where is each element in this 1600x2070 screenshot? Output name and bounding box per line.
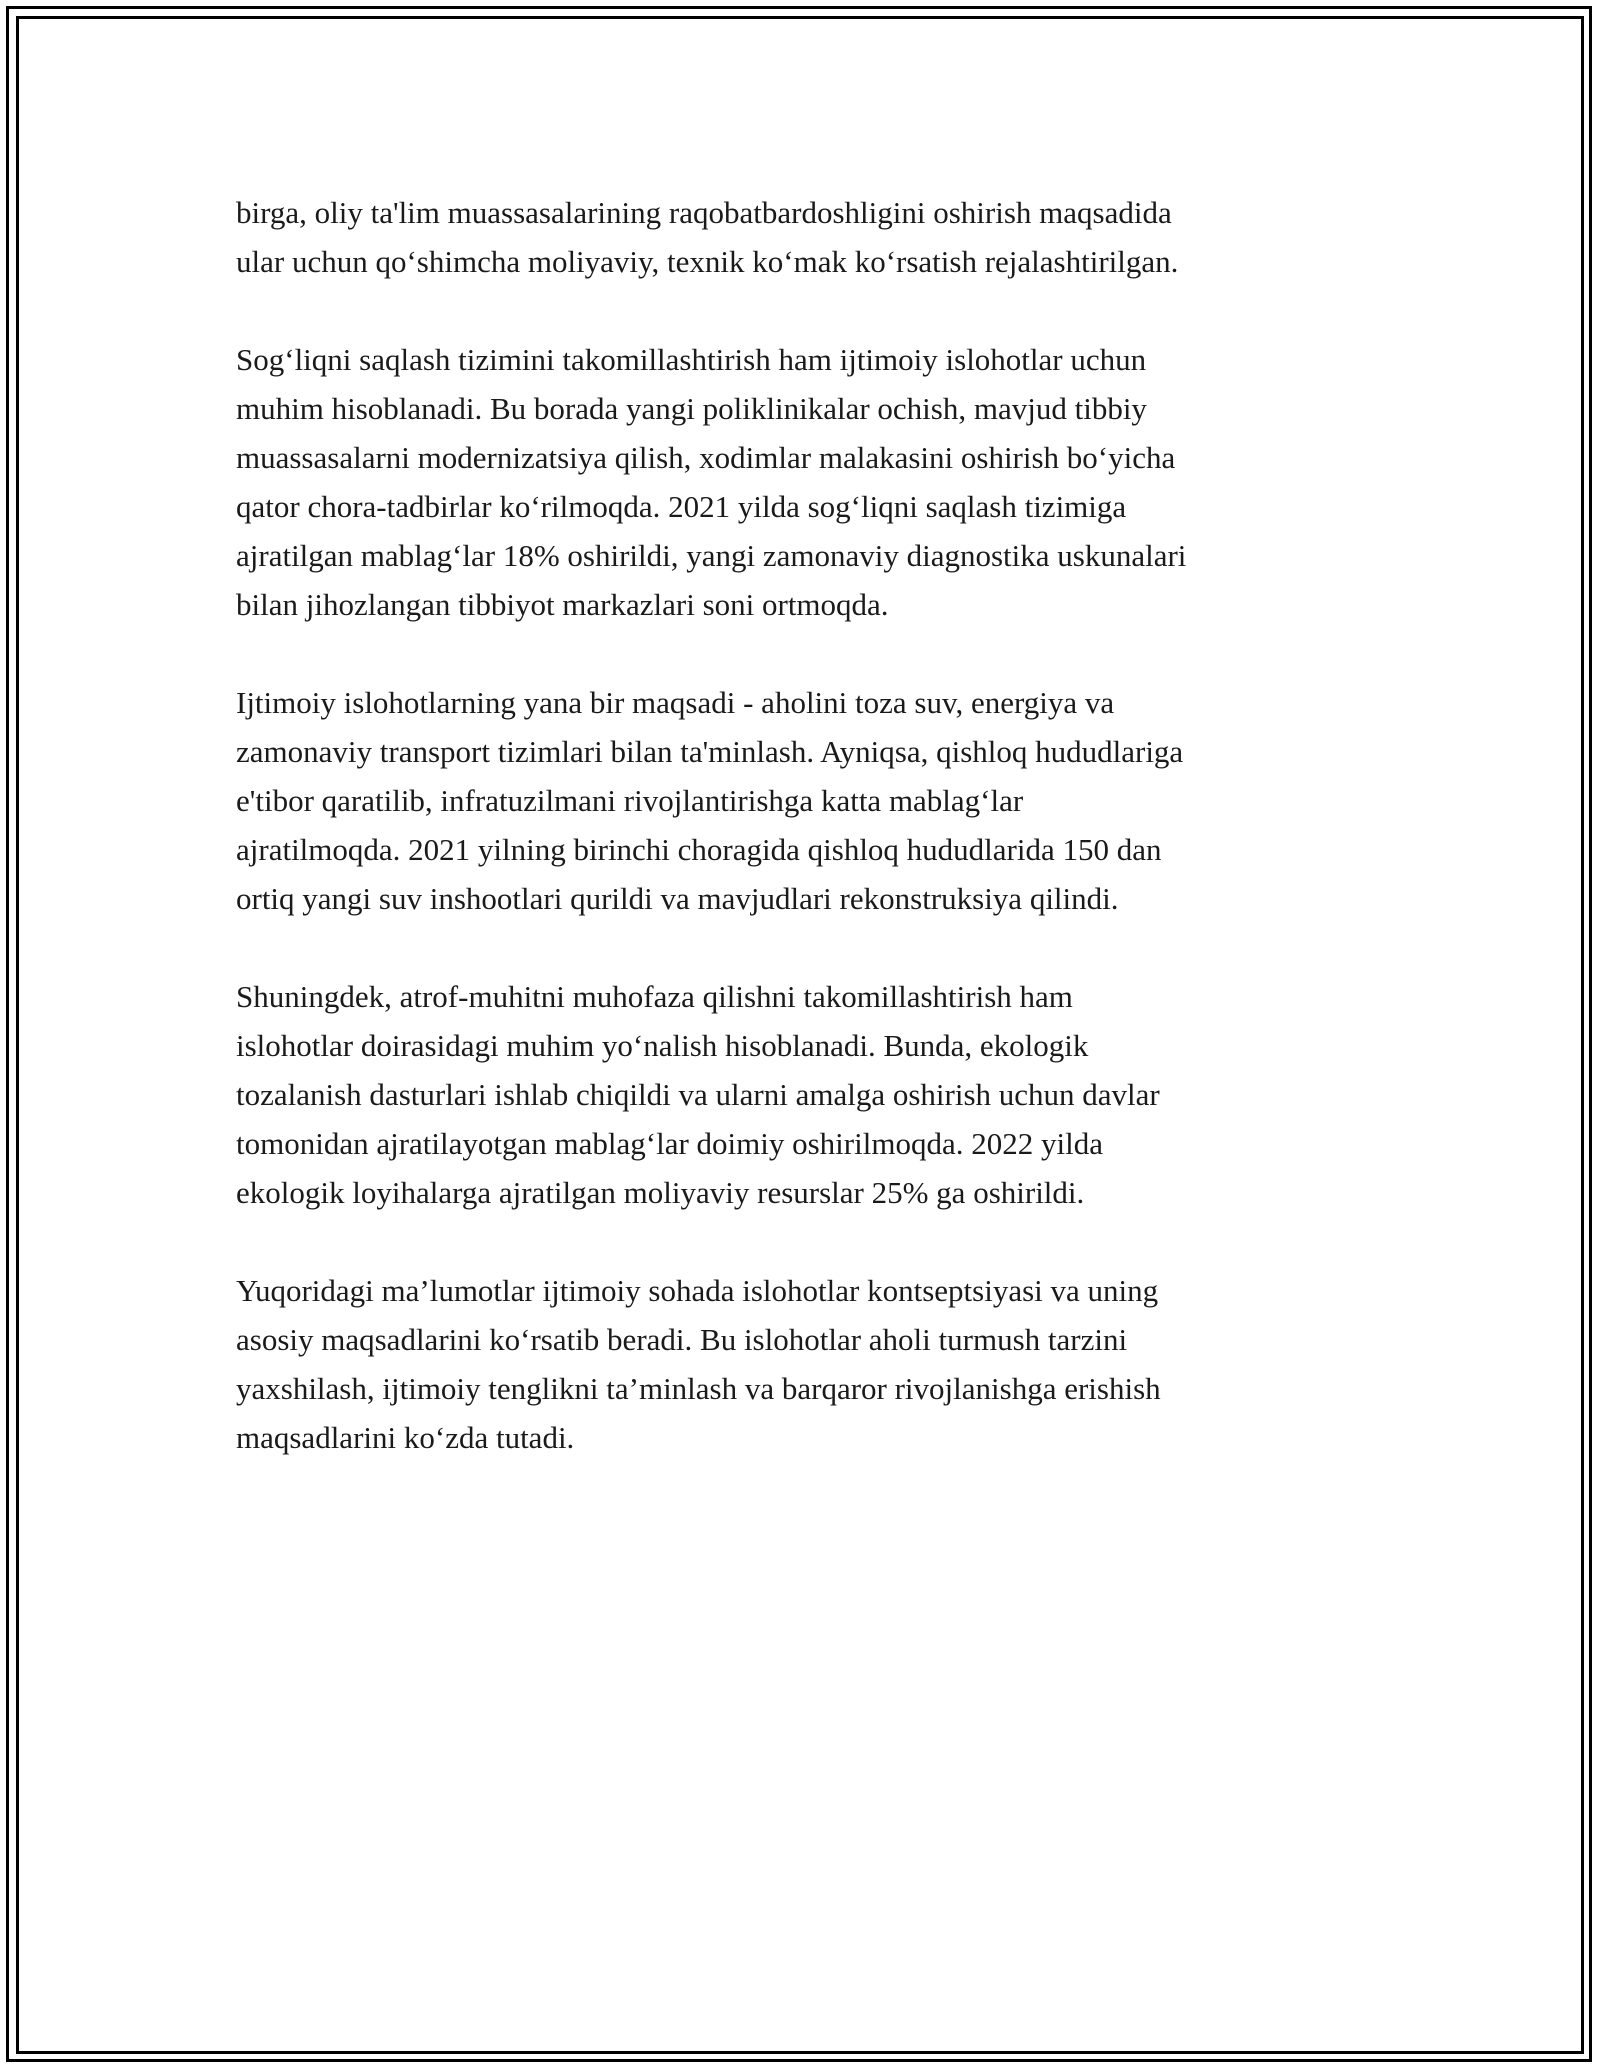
text-line: ekologik loyihalarga ajratilgan moliyaviy resurslar 25% ga oshirildi.: [236, 1175, 1085, 1210]
text-line: Shuningdek, atrof-muhitni muhofaza qilishni takomillashtirish ham: [236, 979, 1073, 1014]
paragraph-higher-education: [236, 188, 1376, 286]
document-body: [236, 188, 1376, 1511]
text-line: ortiq yangi suv inshootlari qurildi va mavjudlari rekonstruksiya qilindi.: [236, 881, 1119, 916]
text-line: tomonidan ajratilayotgan mablag‘lar doimiy oshirilmoqda. 2022 yilda: [236, 1126, 1103, 1161]
text-line: muassasalarni modernizatsiya qilish, xodimlar malakasini oshirish bo‘yicha: [236, 440, 1176, 475]
text-line: muhim hisoblanadi. Bu borada yangi poliklinikalar ochish, mavjud tibbiy: [236, 391, 1147, 426]
text-line: tozalanish dasturlari ishlab chiqildi va ularni amalga oshirish uchun davlar: [236, 1077, 1160, 1112]
paragraph-environment: [236, 972, 1376, 1217]
text-line: Yuqoridagi ma’lumotlar ijtimoiy sohada islohotlar kontseptsiyasi va uning: [236, 1273, 1159, 1308]
text-line: e'tibor qaratilib, infratuzilmani rivojlantirishga katta mablag‘lar: [236, 783, 1024, 818]
text-line: qator chora-tadbirlar ko‘rilmoqda. 2021 yilda sog‘liqni saqlash tizimiga: [236, 489, 1127, 524]
text-line: Ijtimoiy islohotlarning yana bir maqsadi - aholini toza suv, energiya va: [236, 685, 1115, 720]
text-line: zamonaviy transport tizimlari bilan ta'minlash. Ayniqsa, qishloq hududlariga: [236, 734, 1184, 769]
paragraph-infrastructure: [236, 678, 1376, 923]
text-line: asosiy maqsadlarini ko‘rsatib beradi. Bu islohotlar aholi turmush tarzini: [236, 1322, 1128, 1357]
paragraph-conclusion: [236, 1266, 1376, 1462]
text-line: maqsadlarini ko‘zda tutadi.: [236, 1420, 575, 1455]
text-line: yaxshilash, ijtimoiy tenglikni ta’minlash va barqaror rivojlanishga erishish: [236, 1371, 1161, 1406]
text-line: ular uchun qo‘shimcha moliyaviy, texnik ko‘mak ko‘rsatish rejalashtirilgan.: [236, 244, 1179, 279]
text-line: islohotlar doirasidagi muhim yo‘nalish hisoblanadi. Bunda, ekologik: [236, 1028, 1089, 1063]
text-line: ajratilmoqda. 2021 yilning birinchi choragida qishloq hududlarida 150 dan: [236, 832, 1162, 867]
text-line: Sog‘liqni saqlash tizimini takomillashtirish ham ijtimoiy islohotlar uchun: [236, 342, 1147, 377]
text-line: bilan jihozlangan tibbiyot markazlari soni ortmoqda.: [236, 587, 889, 622]
paragraph-healthcare: [236, 335, 1376, 629]
text-line: ajratilgan mablag‘lar 18% oshirildi, yangi zamonaviy diagnostika uskunalari: [236, 538, 1187, 573]
text-line: birga, oliy ta'lim muassasalarining raqobatbardoshligini oshirish maqsadida: [236, 195, 1172, 230]
